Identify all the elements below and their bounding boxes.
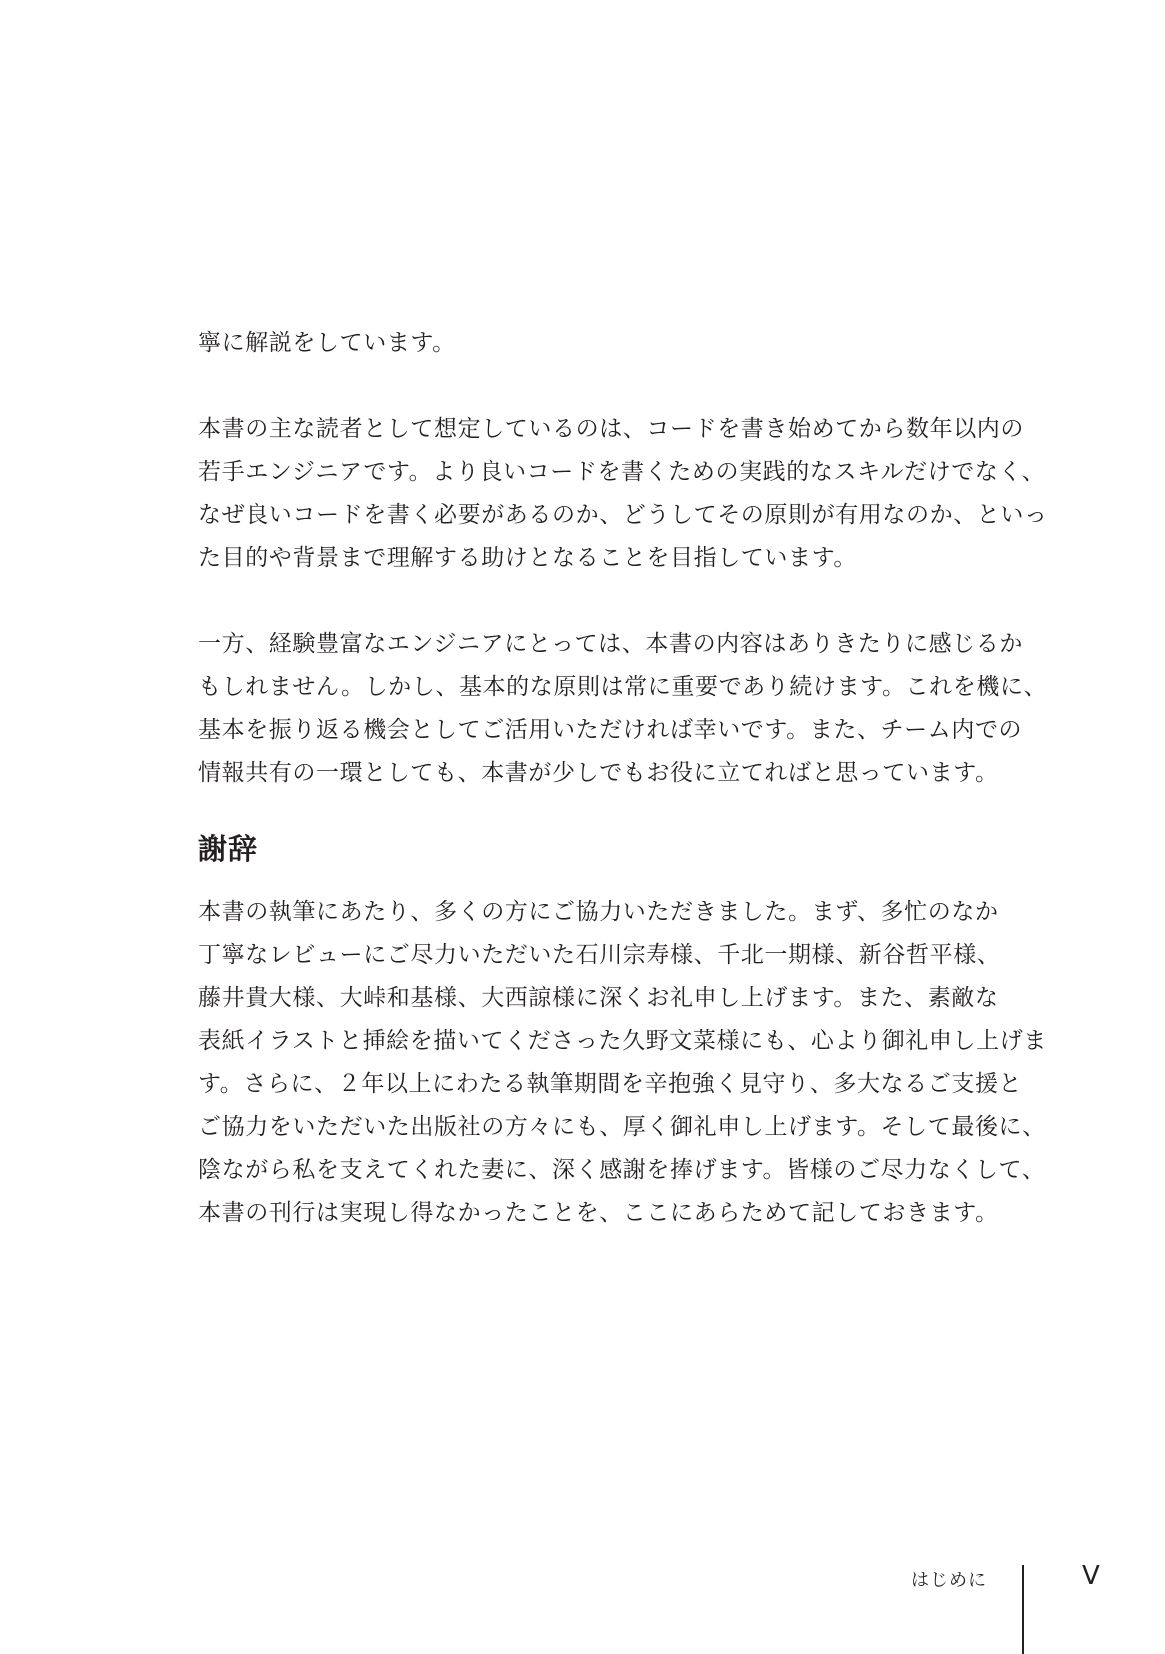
page-number: V bbox=[1082, 1561, 1100, 1591]
paragraph-gap bbox=[198, 365, 1028, 408]
paragraph-acknowledgements bbox=[198, 891, 1047, 1235]
footer-section-label: はじめに bbox=[911, 1570, 987, 1591]
text-line: た目的や背景まで理解する助けとなることを目指しています。 bbox=[198, 545, 857, 571]
paragraph-gap bbox=[198, 580, 1028, 623]
section-heading-acknowledgements: 謝辞 bbox=[198, 832, 259, 866]
text-line: す。さらに、２年以上にわたる執筆期間を辛抱強く見守り、多大なるご支援と bbox=[198, 1071, 1023, 1097]
text-line: 一方、経験豊富なエンジニアにとっては、本書の内容はありきたりに感じるか bbox=[198, 631, 1023, 657]
paragraph-experienced-engineers bbox=[198, 623, 1048, 795]
text-line: 基本を振り返る機会としてご活用いただければ幸いです。また、チーム内での bbox=[198, 717, 1023, 743]
text-line: なぜ良いコードを書く必要があるのか、どうしてその原則が有用なのか、といっ bbox=[198, 502, 1048, 528]
text-line: 本書の執筆にあたり、多くの方にご協力いただきました。まず、多忙のなか bbox=[198, 899, 999, 925]
text-line: もしれません。しかし、基本的な原則は常に重要であり続けます。これを機に、 bbox=[198, 674, 1048, 700]
text-line: 寧に解説をしています。 bbox=[198, 330, 456, 356]
text-line: 表紙イラストと挿絵を描いてくださった久野文菜様にも、心より御礼申し上げま bbox=[198, 1028, 1047, 1054]
page-body bbox=[198, 322, 1048, 1235]
text-line: 情報共有の一環としても、本書が少しでもお役に立てればと思っています。 bbox=[198, 760, 999, 786]
text-line: 本書の刊行は実現し得なかったことを、ここにあらためて記しておきます。 bbox=[198, 1200, 999, 1226]
footer-divider bbox=[1022, 1565, 1024, 1654]
text-line: 若手エンジニアです。より良いコードを書くための実践的なスキルだけでなく、 bbox=[198, 459, 1046, 485]
paragraph-target-readers bbox=[198, 408, 1048, 580]
text-line: 藤井貴大様、大峠和基様、大西諒様に深くお礼申し上げます。また、素敵な bbox=[198, 985, 999, 1011]
text-line: 本書の主な読者として想定しているのは、コードを書き始めてから数年以内の bbox=[198, 416, 1024, 442]
text-line: ご協力をいただいた出版社の方々にも、厚く御礼申し上げます。そして最後に、 bbox=[198, 1114, 1046, 1140]
text-line: 丁寧なレビューにご尽力いただいた石川宗寿様、千北一期様、新谷哲平様、 bbox=[198, 942, 1001, 968]
paragraph-continuation bbox=[198, 322, 1028, 365]
text-line: 陰ながら私を支えてくれた妻に、深く感謝を捧げます。皆様のご尽力なくして、 bbox=[198, 1157, 1046, 1183]
